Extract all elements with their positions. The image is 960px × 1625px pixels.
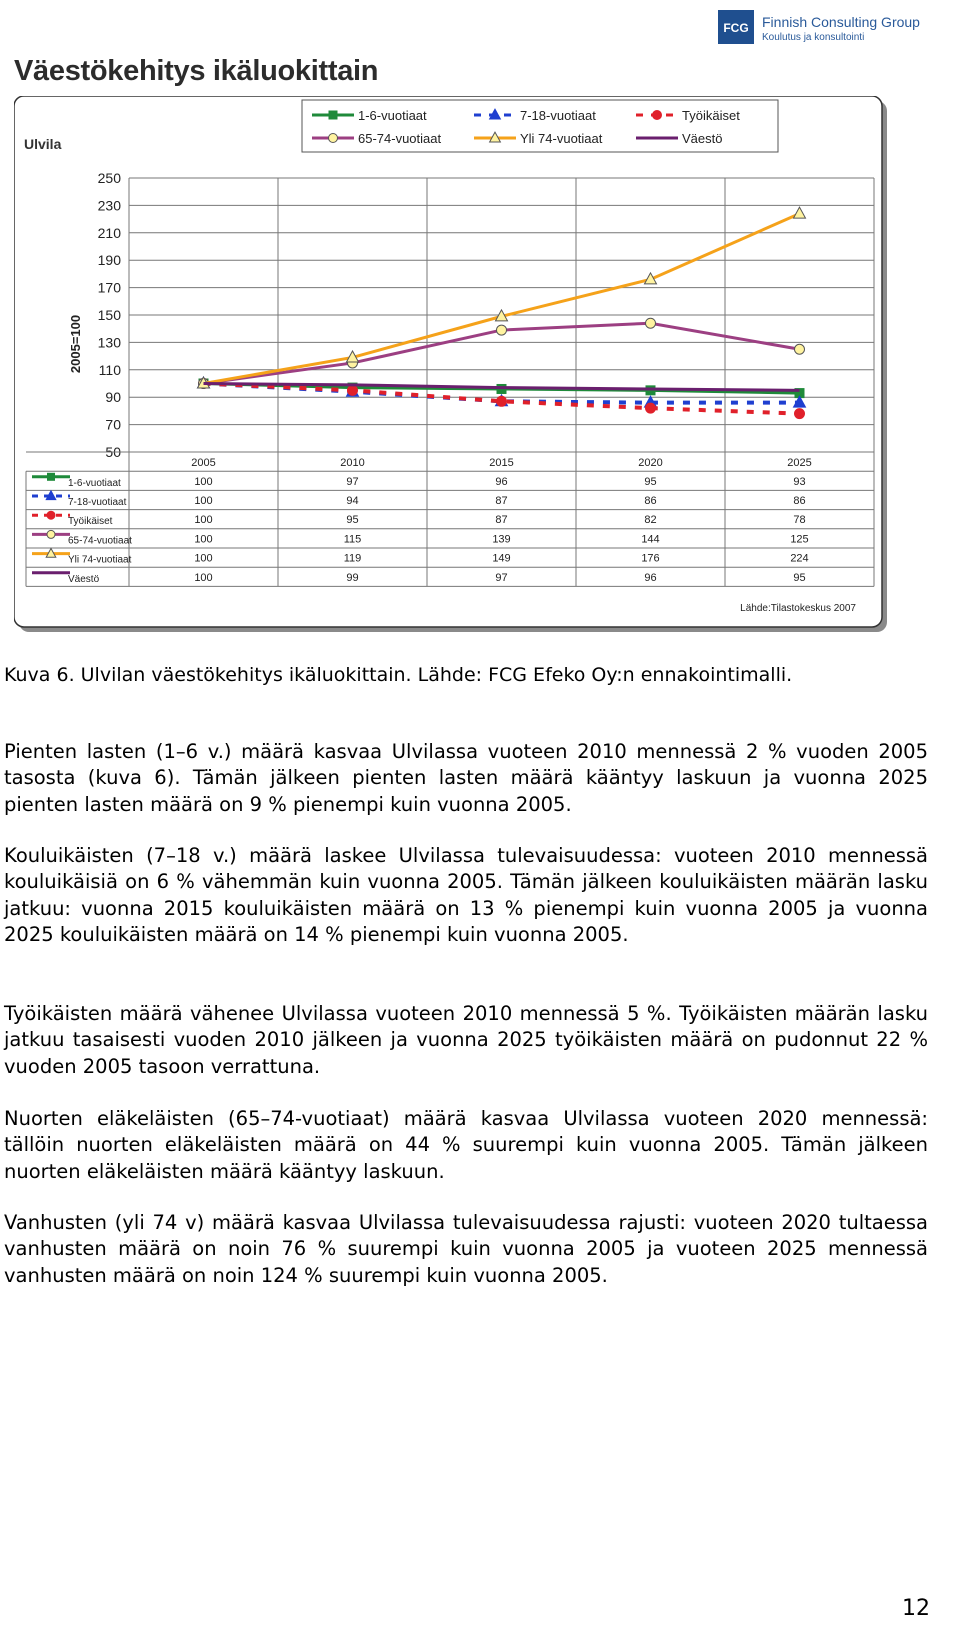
table-value: 125 bbox=[790, 533, 809, 546]
paragraph-working-age: Työikäisten määrä vähenee Ulvilassa vuoteen 2010 mennessä 5 %. Työikäisten määrän lasku jatkuu tasaisesti vuoden 2010 jälkeen ja vuonna 2025 työikäisten määrä on pudonnut 22 % vuoden 2005 tasoon verrattuna. bbox=[4, 1002, 928, 1078]
y-tick-label: 150 bbox=[97, 307, 121, 323]
table-value: 86 bbox=[644, 495, 657, 507]
y-tick-label: 70 bbox=[105, 416, 121, 433]
table-value: 100 bbox=[194, 533, 213, 546]
table-series-name: Työikäiset bbox=[68, 516, 113, 528]
y-tick-label: 110 bbox=[98, 361, 121, 378]
table-value: 93 bbox=[793, 475, 806, 488]
legend-label: Yli 74-vuotiaat bbox=[520, 131, 603, 146]
table-legend-marker bbox=[47, 530, 55, 538]
x-tick-label: 2005 bbox=[191, 457, 216, 469]
table-series-name: 7-18-vuotiaat bbox=[68, 497, 127, 508]
y-tick-label: 130 bbox=[97, 334, 121, 351]
legend-marker bbox=[329, 111, 338, 120]
y-tick-label: 210 bbox=[97, 224, 121, 241]
y-axis-label: 2005=100 bbox=[68, 314, 83, 374]
y-tick-label: 50 bbox=[105, 444, 121, 460]
table-value: 139 bbox=[492, 533, 511, 546]
y-tick-label: 250 bbox=[97, 170, 121, 186]
table-series-name: 1-6-vuotiaat bbox=[68, 477, 121, 489]
table-value: 100 bbox=[194, 552, 213, 565]
x-tick-label: 2010 bbox=[340, 457, 365, 469]
table-value: 97 bbox=[346, 475, 359, 488]
table-value: 176 bbox=[641, 552, 660, 565]
table-value: 149 bbox=[492, 552, 511, 565]
table-value: 144 bbox=[641, 533, 660, 546]
chart-legend bbox=[302, 100, 778, 152]
legend-label: 1-6-vuotiaat bbox=[358, 108, 427, 123]
table-value: 115 bbox=[343, 533, 362, 546]
data-point bbox=[795, 409, 805, 419]
fcg-logo-name: Finnish Consulting Group bbox=[762, 14, 920, 30]
legend-label: 65-74-vuotiaat bbox=[358, 131, 442, 146]
legend-label: 7-18-vuotiaat bbox=[520, 108, 596, 123]
fcg-logo bbox=[718, 10, 948, 48]
figure-caption: Kuva 6. Ulvilan väestökehitys ikäluokittain. Lähde: FCG Efeko Oy:n ennakointimalli. bbox=[4, 664, 793, 686]
x-tick-label: 2025 bbox=[787, 457, 812, 469]
x-tick-label: 2020 bbox=[638, 457, 663, 469]
paragraph-young-pensioners: Nuorten eläkeläisten (65–74-vuotiaat) määrä kasvaa Ulvilassa vuoteen 2020 mennessä: tällöin nuorten eläkeläisten määrä on 44 % suurempi kuin vuonna 2005. Tämän jälkeen nuorten eläkeläisten määrä kääntyy laskuun. bbox=[4, 1107, 928, 1183]
fcg-logo-mark: FCG bbox=[723, 21, 749, 35]
x-tick-label: 2015 bbox=[489, 457, 514, 469]
chart-municipality-label: Ulvila bbox=[24, 136, 62, 152]
paragraph-elderly: Vanhusten (yli 74 v) määrä kasvaa Ulvilassa tulevaisuudessa rajusti: vuoteen 2020 tultaessa vanhusten määrä on noin 76 % suurempi kuin vuonna 2005 ja vuoteen 2025 mennessä vanhusten määrä on noin 124 % suurempi kuin vuonna 2005. bbox=[4, 1211, 928, 1287]
chart-frame bbox=[14, 96, 887, 632]
y-tick-label: 170 bbox=[97, 279, 121, 296]
table-value: 119 bbox=[343, 552, 362, 565]
table-value: 95 bbox=[346, 514, 359, 527]
table-series-name: Väestö bbox=[68, 573, 100, 585]
table-value: 87 bbox=[495, 495, 508, 507]
table-value: 78 bbox=[793, 514, 806, 527]
table-value: 99 bbox=[346, 571, 359, 584]
population-chart bbox=[14, 96, 890, 636]
data-point bbox=[497, 396, 507, 406]
table-value: 86 bbox=[793, 495, 806, 507]
chart-background bbox=[14, 96, 882, 627]
data-point bbox=[646, 318, 656, 328]
table-series-name: Yli 74-vuotiaat bbox=[68, 554, 132, 566]
table-value: 95 bbox=[644, 475, 657, 488]
paragraph-small-children: Pienten lasten (1–6 v.) määrä kasvaa Ulvilassa vuoteen 2010 mennessä 2 % vuoden 2005 tasosta (kuva 6). Tämän jälkeen pienten lasten määrä kääntyy laskuun ja vuonna 2025 pienten lasten määrä on 9 % pienempi kuin vuonna 2005. bbox=[4, 740, 928, 816]
legend-marker bbox=[653, 111, 662, 120]
table-value: 100 bbox=[194, 475, 213, 488]
chart-source: Lähde:Tilastokeskus 2007 bbox=[740, 603, 856, 614]
paragraph-school-age: Kouluikäisten (7–18 v.) määrä laskee Ulvilassa tulevaisuudessa: vuoteen 2010 mennessä kouluikäisiä on 6 % vähemmän kuin vuonna 2005. Tämän jälkeen kouluikäisten määrän lasku jatkuu: vuonna 2015 kouluikäisten määrä on 13 % pienempi kuin vuonna 2005 ja vuonna 2025 kouluikäisten määrä on 14 % pienempi kuin vuonna 2005. bbox=[4, 844, 928, 946]
table-legend-marker bbox=[47, 473, 55, 481]
y-tick-label: 230 bbox=[97, 197, 121, 214]
page-number: 12 bbox=[902, 1596, 930, 1621]
table-value: 95 bbox=[793, 571, 806, 584]
table-value: 100 bbox=[194, 495, 213, 507]
data-point bbox=[497, 325, 507, 335]
table-series-name: 65-74-vuotiaat bbox=[68, 535, 132, 547]
y-tick-label: 190 bbox=[97, 252, 121, 269]
table-value: 82 bbox=[644, 514, 657, 527]
data-point bbox=[795, 344, 805, 354]
table-value: 94 bbox=[346, 495, 359, 507]
legend-label: Väestö bbox=[682, 131, 723, 146]
figure-title: Väestökehitys ikäluokittain bbox=[14, 55, 379, 87]
legend-marker bbox=[329, 134, 338, 143]
table-value: 87 bbox=[495, 514, 508, 527]
table-value: 96 bbox=[644, 571, 657, 584]
data-point bbox=[646, 403, 656, 413]
fcg-logo-tagline: Koulutus ja konsultointi bbox=[762, 32, 865, 43]
table-value: 96 bbox=[495, 475, 508, 488]
table-value: 224 bbox=[790, 552, 809, 565]
legend-label: Työikäiset bbox=[682, 108, 740, 123]
y-tick-label: 90 bbox=[105, 389, 121, 406]
table-legend-marker bbox=[47, 511, 55, 519]
table-value: 100 bbox=[194, 514, 213, 527]
table-value: 97 bbox=[495, 571, 508, 584]
table-value: 100 bbox=[194, 571, 213, 584]
data-point bbox=[348, 385, 358, 395]
